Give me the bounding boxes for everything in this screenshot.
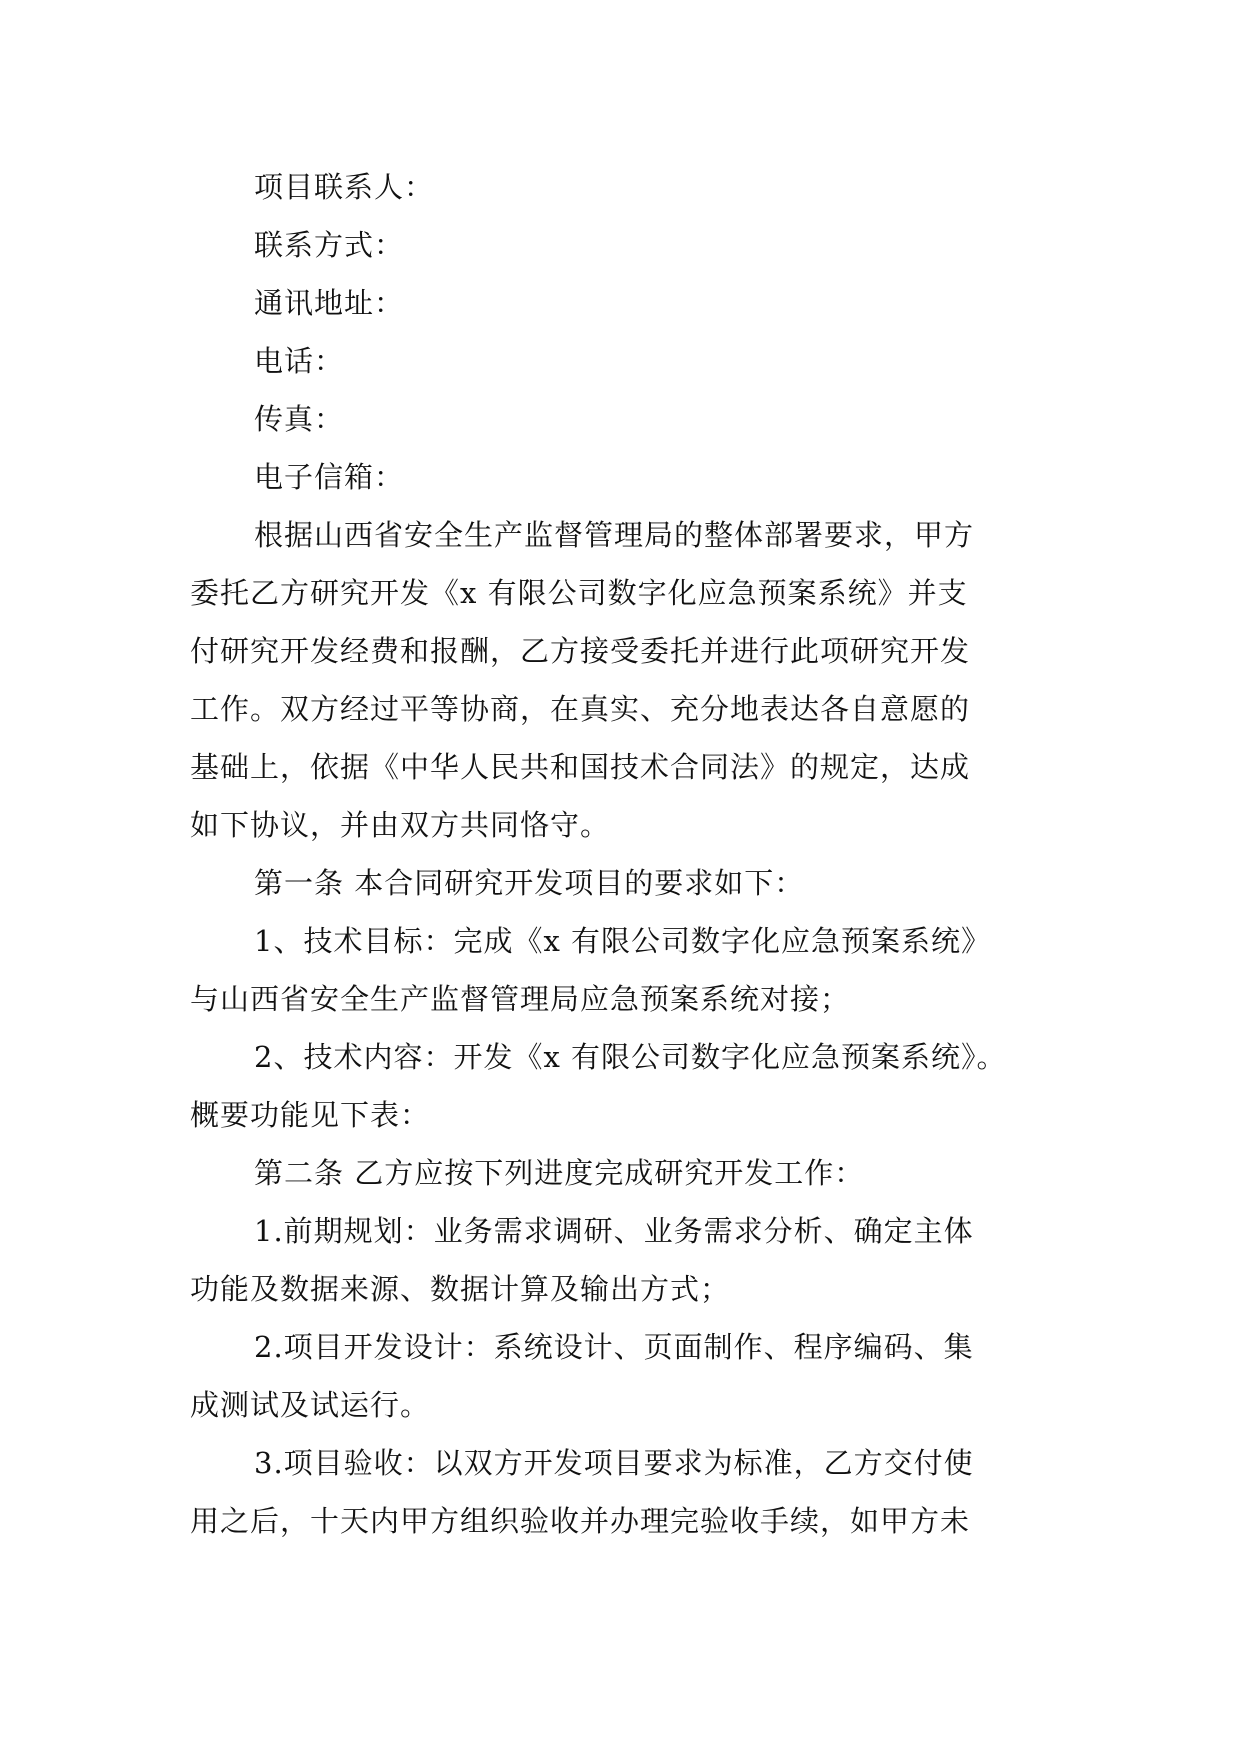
article-1-item-1: [190, 912, 1052, 1028]
contact-method-field: 联系方式：: [254, 228, 405, 262]
document-body: [190, 158, 1052, 1550]
paragraph-line: 1、技术目标：完成《x 有限公司数字化应急预案系统》: [254, 924, 992, 958]
mailing-address-field: 通讯地址：: [254, 286, 405, 320]
paragraph-line: 与山西省安全生产监督管理局应急预案系统对接；: [190, 982, 851, 1016]
paragraph-line: 根据山西省安全生产监督管理局的整体部署要求，甲方: [254, 518, 975, 552]
article-2-item-2: [190, 1318, 1052, 1434]
email-field: 电子信箱：: [254, 460, 405, 494]
paragraph-line: 2、技术内容：开发《x 有限公司数字化应急预案系统》。: [254, 1040, 1007, 1074]
paragraph-line: 用之后，十天内甲方组织验收并办理完验收手续，如甲方未: [190, 1504, 971, 1538]
phone-field: 电话：: [254, 344, 345, 378]
paragraph-line: 概要功能见下表：: [190, 1098, 431, 1132]
article-2-heading: 第二条 乙方应按下列进度完成研究开发工作：: [254, 1156, 865, 1190]
paragraph-line: 工作。双方经过平等协商，在真实、充分地表达各自意愿的: [190, 692, 971, 726]
paragraph-line: 3.项目验收：以双方开发项目要求为标准，乙方交付使: [254, 1446, 974, 1480]
article-1-heading: 第一条 本合同研究开发项目的要求如下：: [254, 866, 805, 900]
paragraph-line: 功能及数据来源、数据计算及输出方式；: [190, 1272, 731, 1306]
article-2-item-1: [190, 1202, 1052, 1318]
paragraph-line: 付研究开发经费和报酬，乙方接受委托并进行此项研究开发: [190, 634, 971, 668]
paragraph-line: 基础上，依据《中华人民共和国技术合同法》的规定，达成: [190, 750, 971, 784]
paragraph-line: 1.前期规划：业务需求调研、业务需求分析、确定主体: [254, 1214, 974, 1248]
fax-field: 传真：: [254, 402, 345, 436]
article-2-item-3: [190, 1434, 1052, 1550]
paragraph-line: 成测试及试运行。: [190, 1388, 431, 1422]
paragraph-line: 2.项目开发设计：系统设计、页面制作、程序编码、集: [254, 1330, 974, 1364]
paragraph-line: 如下协议，并由双方共同恪守。: [190, 808, 611, 842]
intro-paragraph: [190, 506, 1052, 854]
article-1-item-2: [190, 1028, 1052, 1144]
paragraph-line: 委托乙方研究开发《x 有限公司数字化应急预案系统》并支: [190, 576, 968, 610]
contact-person-field: 项目联系人：: [254, 170, 435, 204]
